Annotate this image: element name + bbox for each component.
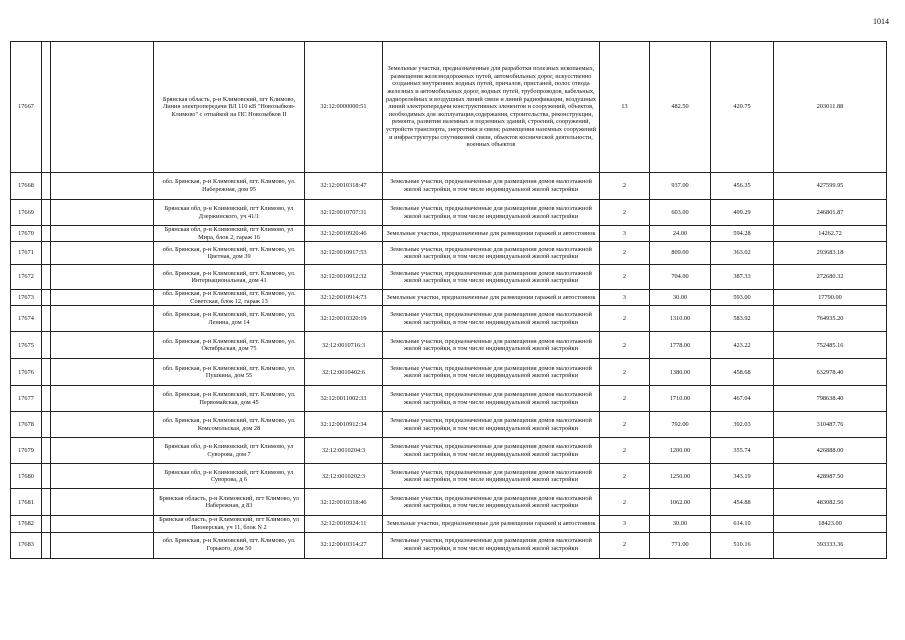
row-number-cell: 17673: [11, 290, 42, 306]
blank-cell: [42, 306, 51, 332]
specific-value-cell: 454.88: [711, 489, 774, 516]
use-group-cell: 2: [600, 173, 650, 200]
cadastral-number-cell: 32:12:0010204:3: [305, 438, 383, 464]
table-row: [11, 290, 887, 306]
specific-value-cell: 355.74: [711, 438, 774, 464]
table-row: [11, 359, 887, 386]
cadastral-value-cell: 426888.00: [774, 438, 887, 464]
cadastral-number-cell: 32:12:0010202:3: [305, 464, 383, 489]
cadastral-value-cell: 293683.18: [774, 242, 887, 265]
row-number-cell: 17675: [11, 332, 42, 359]
cadastral-value-cell: 272680.32: [774, 265, 887, 290]
permitted-use-cell: Земельные участки, предназначенные для размещения домов малоэтажной жилой застройки, в том числе индивидуальной жилой застройки: [383, 412, 600, 438]
address-cell: обл. Брянская, р-н Климовский, пгт. Климово, ул. Интернациональная, дом 41: [154, 265, 305, 290]
address-cell: Брянская область, р-н Климовский, пгт Климово, Линия электропередачи ВЛ 110 кВ "Новозыбков-Климово" с отпайкой на ПС Новозыбков II: [154, 42, 305, 173]
blank-cell: [51, 265, 154, 290]
cadastral-value-cell: 310487.76: [774, 412, 887, 438]
table-row: [11, 306, 887, 332]
cadastral-number-cell: 32:12:0000000:51: [305, 42, 383, 173]
blank-cell: [51, 359, 154, 386]
permitted-use-cell: Земельные участки, предназначенные для размещения домов малоэтажной жилой застройки, в том числе индивидуальной жилой застройки: [383, 359, 600, 386]
cadastral-value-cell: 18423.00: [774, 516, 887, 532]
permitted-use-cell: Земельные участки, предназначенные для размещения домов малоэтажной жилой застройки, в том числе индивидуальной жилой застройки: [383, 242, 600, 265]
address-cell: обл. Брянская, р-н Климовский, пгт. Климово, ул. Набережная, дом 95: [154, 173, 305, 200]
row-number-cell: 17679: [11, 438, 42, 464]
blank-cell: [51, 332, 154, 359]
blank-cell: [42, 265, 51, 290]
cadastral-value-cell: 393333.36: [774, 532, 887, 558]
blank-cell: [51, 489, 154, 516]
use-group-cell: 2: [600, 386, 650, 412]
table-row: [11, 226, 887, 242]
address-cell: обл. Брянская, р-н Климовский, пгт. Климово, ул. Цветная, дом 39: [154, 242, 305, 265]
table-row: [11, 42, 887, 173]
cadastral-number-cell: 32:12:0010318:46: [305, 489, 383, 516]
cadastral-value-cell: 428987.50: [774, 464, 887, 489]
blank-cell: [42, 42, 51, 173]
blank-cell: [42, 242, 51, 265]
cadastral-number-cell: 32:12:0010707:31: [305, 200, 383, 226]
page-number: 1014: [873, 17, 889, 26]
blank-cell: [51, 306, 154, 332]
permitted-use-cell: Земельные участки, предназначенные для размещения домов малоэтажной жилой застройки, в том числе индивидуальной жилой застройки: [383, 200, 600, 226]
permitted-use-cell: Земельные участки, предназначенные для размещения гаражей и автостоянок: [383, 516, 600, 532]
area-cell: 1778.00: [650, 332, 711, 359]
address-cell: Брянская обл, р-н Климовский, пгт Климово, ул Дзержинского, уч 41/1: [154, 200, 305, 226]
address-cell: Брянская обл, р-н Климовский, пгт Климово, ул Суворова, д 6: [154, 464, 305, 489]
area-cell: 30.00: [650, 516, 711, 532]
specific-value-cell: 409.29: [711, 200, 774, 226]
cadastral-number-cell: 32:12:0010318:47: [305, 173, 383, 200]
permitted-use-cell: Земельные участки, предназначенные для размещения домов малоэтажной жилой застройки, в том числе индивидуальной жилой застройки: [383, 464, 600, 489]
cadastral-value-cell: 203011.88: [774, 42, 887, 173]
use-group-cell: 2: [600, 438, 650, 464]
blank-cell: [42, 464, 51, 489]
use-group-cell: 2: [600, 489, 650, 516]
blank-cell: [42, 332, 51, 359]
permitted-use-cell: Земельные участки, предназначенные для размещения домов малоэтажной жилой застройки, в том числе индивидуальной жилой застройки: [383, 332, 600, 359]
specific-value-cell: 387.33: [711, 265, 774, 290]
address-cell: Брянская обл, р-н Климовский, пгт Климово, ул Мира, блок 2, гараж 16: [154, 226, 305, 242]
use-group-cell: 2: [600, 412, 650, 438]
cadastral-value-cell: 483082.56: [774, 489, 887, 516]
blank-cell: [51, 438, 154, 464]
cadastral-value-cell: 427599.95: [774, 173, 887, 200]
blank-cell: [42, 359, 51, 386]
table-row: [11, 516, 887, 532]
area-cell: 771.00: [650, 532, 711, 558]
area-cell: 1380.00: [650, 359, 711, 386]
table-row: [11, 489, 887, 516]
permitted-use-cell: Земельные участки, предназначенные для размещения домов малоэтажной жилой застройки, в том числе индивидуальной жилой застройки: [383, 306, 600, 332]
specific-value-cell: 420.75: [711, 42, 774, 173]
table-row: [11, 200, 887, 226]
row-number-cell: 17678: [11, 412, 42, 438]
permitted-use-cell: Земельные участки, предназначенные для размещения домов малоэтажной жилой застройки, в том числе индивидуальной жилой застройки: [383, 265, 600, 290]
area-cell: 704.00: [650, 265, 711, 290]
blank-cell: [51, 386, 154, 412]
address-cell: Брянская область, р-н Климовский, пгт Климово, ул Набережная, д 83: [154, 489, 305, 516]
address-cell: обл. Брянская, р-н Климовский, пгт. Климово, ул. Комсомольская, дом 28: [154, 412, 305, 438]
table-row: [11, 332, 887, 359]
specific-value-cell: 510.16: [711, 532, 774, 558]
cadastral-number-cell: 32:12:0010920:46: [305, 226, 383, 242]
cadastral-number-cell: 32:12:0010716:3: [305, 332, 383, 359]
area-cell: 792.00: [650, 412, 711, 438]
row-number-cell: 17681: [11, 489, 42, 516]
cadastral-number-cell: 32:12:0010912:34: [305, 412, 383, 438]
use-group-cell: 2: [600, 332, 650, 359]
address-cell: Брянская обл, р-н Климовский, пгт Климово, ул Суворова, дом 7: [154, 438, 305, 464]
use-group-cell: 2: [600, 532, 650, 558]
table-row: [11, 532, 887, 558]
row-number-cell: 17669: [11, 200, 42, 226]
cadastral-number-cell: 32:12:0010914:73: [305, 290, 383, 306]
cadastral-number-cell: 32:12:0010917:53: [305, 242, 383, 265]
permitted-use-cell: Земельные участки, предназначенные для размещения домов малоэтажной жилой застройки, в том числе индивидуальной жилой застройки: [383, 173, 600, 200]
permitted-use-cell: Земельные участки, предназначенные для размещения гаражей и автостоянок: [383, 290, 600, 306]
blank-cell: [51, 226, 154, 242]
address-cell: обл. Брянская, р-н Климовский, пгт. Климово, ул. Первомайская, дом 45: [154, 386, 305, 412]
use-group-cell: 2: [600, 265, 650, 290]
specific-value-cell: 423.22: [711, 332, 774, 359]
row-number-cell: 17667: [11, 42, 42, 173]
use-group-cell: 3: [600, 226, 650, 242]
row-number-cell: 17668: [11, 173, 42, 200]
blank-cell: [51, 532, 154, 558]
specific-value-cell: 458.68: [711, 359, 774, 386]
specific-value-cell: 467.04: [711, 386, 774, 412]
cadastral-number-cell: 32:12:0010912:32: [305, 265, 383, 290]
cadastral-value-cell: 798638.40: [774, 386, 887, 412]
specific-value-cell: 343.19: [711, 464, 774, 489]
area-cell: 1710.00: [650, 386, 711, 412]
blank-cell: [51, 242, 154, 265]
table-row: [11, 438, 887, 464]
area-cell: 24.00: [650, 226, 711, 242]
row-number-cell: 17682: [11, 516, 42, 532]
row-number-cell: 17677: [11, 386, 42, 412]
row-number-cell: 17680: [11, 464, 42, 489]
use-group-cell: 13: [600, 42, 650, 173]
address-cell: обл. Брянская, р-н Климовский, пгт. Климово, ул. Ленина, дом 14: [154, 306, 305, 332]
address-cell: обл. Брянская, р-н Климовский, пгт. Климово, ул. Горького, дом 50: [154, 532, 305, 558]
cadastral-value-cell: 632978.40: [774, 359, 887, 386]
address-cell: Брянская область, р-н Климовский, пгт Климово, ул Пионерская, уч 11, блок N 2: [154, 516, 305, 532]
area-cell: 809.00: [650, 242, 711, 265]
cadastral-value-cell: 752485.16: [774, 332, 887, 359]
blank-cell: [42, 516, 51, 532]
cadastral-number-cell: 32:12:0010402:6: [305, 359, 383, 386]
table-row: [11, 265, 887, 290]
blank-cell: [51, 516, 154, 532]
use-group-cell: 2: [600, 359, 650, 386]
cadastral-value-table: [10, 41, 887, 559]
use-group-cell: 2: [600, 464, 650, 489]
table-row: [11, 242, 887, 265]
area-cell: 1062.00: [650, 489, 711, 516]
blank-cell: [42, 290, 51, 306]
permitted-use-cell: Земельные участки, предназначенные для размещения домов малоэтажной жилой застройки, в том числе индивидуальной жилой застройки: [383, 532, 600, 558]
table-row: [11, 412, 887, 438]
cadastral-value-cell: 17790.00: [774, 290, 887, 306]
blank-cell: [42, 226, 51, 242]
specific-value-cell: 392.03: [711, 412, 774, 438]
permitted-use-cell: Земельные участки, предназначенные для разработки полезных ископаемых, размещения железнодорожных путей, автомобильных дорог, искусственно созданных внутренних водных путей, причалов, пристаней, полос отвода железных и автомобильных дорог, водных путей, трубопроводов, кабельных, радиорелейных и воздушных линий связи и линий радиофикации, воздушных линий электропередачи конструктивных элементов и сооружений, объектов, необходимых для эксплуатации,содержания, строительства, реконструкции, ремонта, развития наземных и подземных зданий, строений, сооружений, устройств транспорта, энергетики и связи; размещения наземных сооружений и инфраструктуры спутниковой связи, объектов космической деятельности, военных объектов: [383, 42, 600, 173]
area-cell: 1200.00: [650, 438, 711, 464]
blank-cell: [42, 173, 51, 200]
area-cell: 937.00: [650, 173, 711, 200]
cadastral-value-cell: 14262.72: [774, 226, 887, 242]
row-number-cell: 17676: [11, 359, 42, 386]
blank-cell: [42, 532, 51, 558]
cadastral-number-cell: 32:12:0011002:33: [305, 386, 383, 412]
address-cell: обл. Брянская, р-н Климовский, пгт. Климово, ул. Пушкина, дом 55: [154, 359, 305, 386]
area-cell: 1310.00: [650, 306, 711, 332]
use-group-cell: 2: [600, 200, 650, 226]
address-cell: обл. Брянская, р-н Климовский, пгт. Климово, ул. Советская, блок 12, гараж 13: [154, 290, 305, 306]
use-group-cell: 3: [600, 516, 650, 532]
row-number-cell: 17672: [11, 265, 42, 290]
specific-value-cell: 593.00: [711, 290, 774, 306]
cadastral-number-cell: 32:12:0010924:11: [305, 516, 383, 532]
cadastral-number-cell: 32:12:0010320:19: [305, 306, 383, 332]
use-group-cell: 3: [600, 290, 650, 306]
blank-cell: [51, 42, 154, 173]
blank-cell: [42, 489, 51, 516]
row-number-cell: 17671: [11, 242, 42, 265]
specific-value-cell: 363.02: [711, 242, 774, 265]
table-body: [11, 42, 887, 559]
permitted-use-cell: Земельные участки, предназначенные для размещения домов малоэтажной жилой застройки, в том числе индивидуальной жилой застройки: [383, 489, 600, 516]
area-cell: 30.00: [650, 290, 711, 306]
specific-value-cell: 594.28: [711, 226, 774, 242]
specific-value-cell: 614.10: [711, 516, 774, 532]
blank-cell: [51, 464, 154, 489]
permitted-use-cell: Земельные участки, предназначенные для размещения домов малоэтажной жилой застройки, в том числе индивидуальной жилой застройки: [383, 386, 600, 412]
use-group-cell: 2: [600, 306, 650, 332]
address-cell: обл. Брянская, р-н Климовский, пгт. Климово, ул. Октябрьская, дом 75: [154, 332, 305, 359]
blank-cell: [42, 412, 51, 438]
permitted-use-cell: Земельные участки, предназначенные для размещения гаражей и автостоянок: [383, 226, 600, 242]
row-number-cell: 17670: [11, 226, 42, 242]
table-row: [11, 173, 887, 200]
blank-cell: [51, 173, 154, 200]
blank-cell: [42, 200, 51, 226]
cadastral-number-cell: 32:12:0010314:27: [305, 532, 383, 558]
table-row: [11, 464, 887, 489]
row-number-cell: 17683: [11, 532, 42, 558]
cadastral-value-cell: 764935.20: [774, 306, 887, 332]
blank-cell: [42, 386, 51, 412]
cadastral-value-cell: 246801.87: [774, 200, 887, 226]
use-group-cell: 2: [600, 242, 650, 265]
blank-cell: [51, 412, 154, 438]
blank-cell: [42, 438, 51, 464]
table-row: [11, 386, 887, 412]
area-cell: 482.50: [650, 42, 711, 173]
specific-value-cell: 456.35: [711, 173, 774, 200]
blank-cell: [51, 200, 154, 226]
area-cell: 1250.00: [650, 464, 711, 489]
specific-value-cell: 583.92: [711, 306, 774, 332]
area-cell: 603.00: [650, 200, 711, 226]
row-number-cell: 17674: [11, 306, 42, 332]
blank-cell: [51, 290, 154, 306]
permitted-use-cell: Земельные участки, предназначенные для размещения домов малоэтажной жилой застройки, в том числе индивидуальной жилой застройки: [383, 438, 600, 464]
